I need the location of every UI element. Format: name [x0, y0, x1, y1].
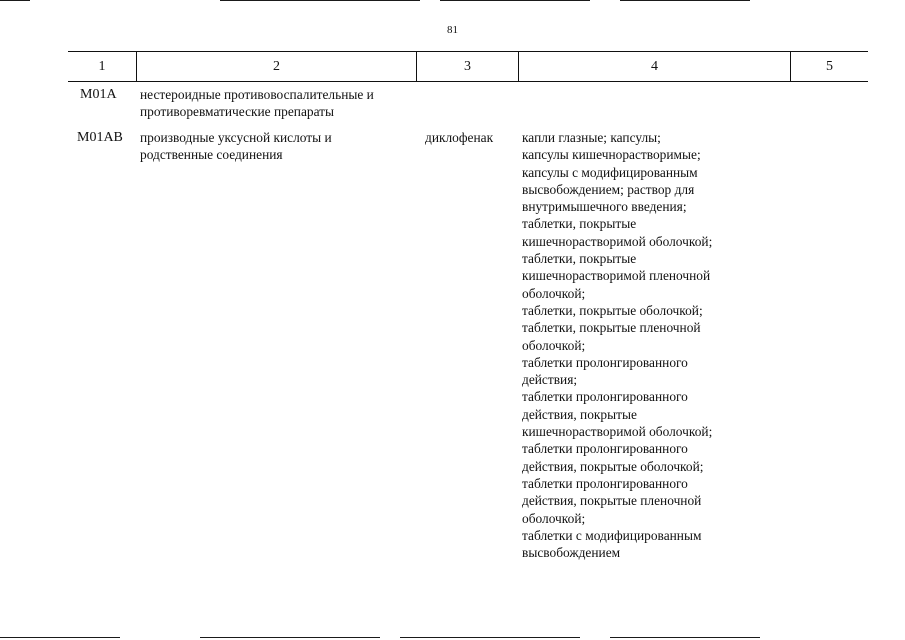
- row-drug-diclofenac: диклофенак: [425, 130, 494, 145]
- scan-edge-top-left: [0, 0, 30, 1]
- row-group-m01a: [140, 86, 374, 121]
- column-header-2: 2: [273, 59, 280, 74]
- dosage-form-line: таблетки пролонгированного: [522, 354, 688, 370]
- dosage-form-line: кишечнорастворимой оболочкой;: [522, 424, 713, 440]
- dosage-form-line: капсулы кишечнорастворимые;: [522, 147, 701, 163]
- dosage-form-line: действия;: [522, 372, 578, 388]
- dosage-form-line: кишечнорастворимой пленочной: [522, 268, 711, 284]
- dosage-form-line: оболочкой;: [522, 337, 586, 353]
- dosage-form-line: действия, покрытые оболочкой;: [522, 458, 704, 474]
- dosage-forms-list: [522, 129, 712, 561]
- dosage-form-line: оболочкой;: [522, 285, 586, 301]
- dosage-form-line: таблетки пролонгированного: [522, 441, 688, 457]
- scan-edge-top: [620, 0, 750, 1]
- dosage-form-line: капли глазные; капсулы;: [522, 130, 661, 145]
- column-header-1: 1: [98, 59, 106, 74]
- dosage-form-line: высвобождением; раствор для: [522, 181, 695, 197]
- scan-edge-bottom: [200, 637, 380, 638]
- dosage-form-line: таблетки пролонгированного: [522, 475, 688, 491]
- row-group-m01ab: [140, 129, 332, 164]
- scan-edge-top: [220, 0, 420, 1]
- scan-edge-bottom: [610, 637, 760, 638]
- dosage-form-line: действия, покрытые пленочной: [522, 493, 702, 509]
- group-line: родственные соединения: [140, 147, 283, 163]
- row-code-m01ab: M01AB: [77, 130, 123, 145]
- dosage-form-line: действия, покрытые: [522, 406, 637, 422]
- page-number: 81: [447, 24, 458, 36]
- group-line: нестероидные противовоспалительные и: [140, 87, 374, 102]
- dosage-form-line: таблетки пролонгированного: [522, 389, 688, 405]
- group-line: производные уксусной кислоты и: [140, 130, 332, 145]
- column-header-3: 3: [464, 59, 471, 74]
- scan-edge-bottom: [400, 637, 580, 638]
- column-header-5: 5: [826, 59, 833, 74]
- scan-edge-top: [440, 0, 590, 1]
- dosage-form-line: оболочкой;: [522, 510, 586, 526]
- dosage-form-line: капсулы с модифицированным: [522, 164, 698, 180]
- column-header-4: 4: [651, 59, 658, 74]
- scan-edge-bottom: [0, 637, 120, 638]
- dosage-form-line: таблетки, покрытые пленочной: [522, 320, 701, 336]
- dosage-form-line: таблетки, покрытые оболочкой;: [522, 302, 703, 318]
- dosage-form-line: таблетки с модифицированным: [522, 527, 702, 543]
- dosage-form-line: таблетки, покрытые: [522, 251, 637, 267]
- dosage-form-line: кишечнорастворимой оболочкой;: [522, 233, 713, 249]
- dosage-form-line: высвобождением: [522, 545, 621, 561]
- dosage-form-line: таблетки, покрытые: [522, 216, 637, 232]
- group-line: противоревматические препараты: [140, 104, 335, 120]
- row-code-m01a: M01A: [80, 87, 117, 102]
- table-header: [68, 51, 868, 82]
- dosage-form-line: внутримышечного введения;: [522, 199, 687, 215]
